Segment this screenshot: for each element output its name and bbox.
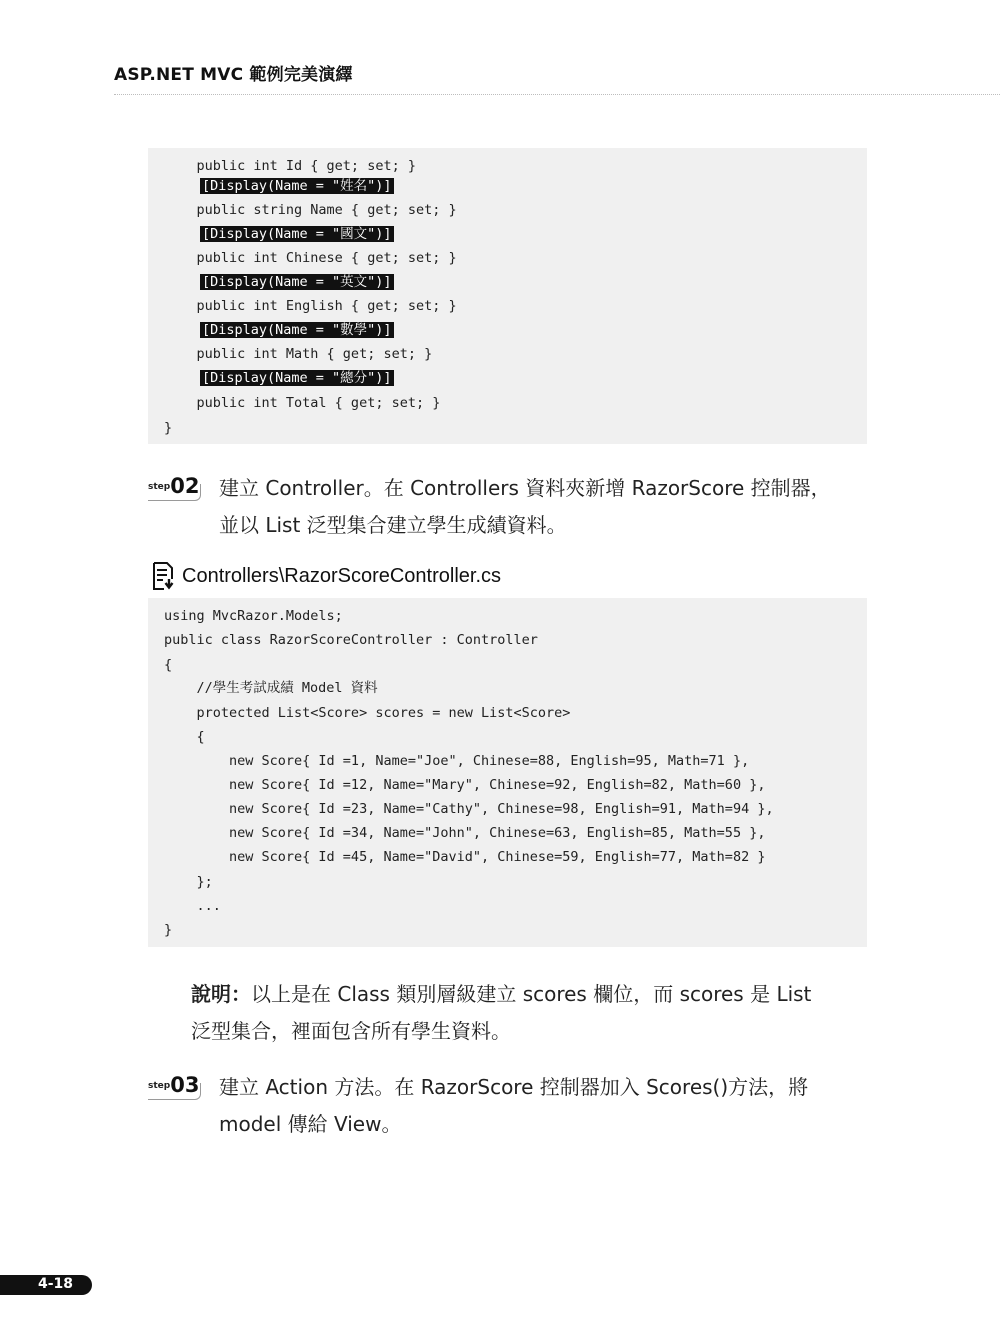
code-line: public int Total { get; set; } xyxy=(164,395,441,411)
page-number: 4-18 xyxy=(38,1276,74,1292)
step-03-marker xyxy=(148,1074,199,1096)
code-line-comment: //學生考試成績 Model 資料 xyxy=(164,680,378,696)
code-line: ... xyxy=(164,898,221,914)
step-02-marker xyxy=(148,475,199,497)
code-line: new Score{ Id =1, Name="Joe", Chinese=88, English=95, Math=71 }, xyxy=(164,753,750,769)
code-line: } xyxy=(164,922,173,938)
code-line-attribute xyxy=(200,272,394,292)
step-03-text-line-2: model 傳給 View。 xyxy=(219,1112,402,1136)
step-number: 02 xyxy=(170,474,200,498)
code-line: new Score{ Id =34, Name="John", Chinese=63, English=85, Math=55 }, xyxy=(164,825,766,841)
step-number: 03 xyxy=(170,1073,200,1097)
code-line: protected List<Score> scores = new List<Score> xyxy=(164,705,571,721)
code-line: new Score{ Id =12, Name="Mary", Chinese=92, English=82, Math=60 }, xyxy=(164,777,766,793)
code-block-controller xyxy=(148,598,867,947)
code-line: public int English { get; set; } xyxy=(164,298,457,314)
code-highlight: [Display(Name = "國文")] xyxy=(202,226,392,242)
code-line: public class RazorScoreController : Controller xyxy=(164,632,538,648)
code-line: public string Name { get; set; } xyxy=(164,202,457,218)
step-label: step xyxy=(148,482,171,492)
code-line: public int Chinese { get; set; } xyxy=(164,250,457,266)
code-line-attribute xyxy=(200,320,394,340)
note-text: 以上是在 Class 類別層級建立 scores 欄位，而 scores 是 List xyxy=(251,982,812,1006)
step-03-text-line-1: 建立 Action 方法。在 RazorScore 控制器加入 Scores()方法，將 xyxy=(219,1075,809,1099)
code-block-model xyxy=(148,148,867,444)
header-divider xyxy=(114,94,1000,95)
code-line: public int Math { get; set; } xyxy=(164,346,433,362)
note-line-1 xyxy=(191,982,811,1006)
code-line: { xyxy=(164,729,205,745)
code-line: }; xyxy=(164,874,213,890)
code-line-attribute xyxy=(200,368,394,388)
step-02-text-line-1: 建立 Controller。在 Controllers 資料夾新增 RazorScore 控制器， xyxy=(219,476,831,500)
code-line: public int Id { get; set; } xyxy=(164,158,416,174)
code-line-attribute xyxy=(200,176,394,196)
code-line: using MvcRazor.Models; xyxy=(164,608,343,624)
running-header-title: ASP.NET MVC 範例完美演繹 xyxy=(114,65,353,85)
step-bracket-decoration xyxy=(148,484,201,501)
step-02-text-line-2: 並以 List 泛型集合建立學生成績資料。 xyxy=(219,513,567,537)
code-file-icon xyxy=(152,562,176,590)
code-highlight: [Display(Name = "姓名")] xyxy=(202,178,392,194)
code-line: new Score{ Id =45, Name="David", Chinese=59, English=77, Math=82 } xyxy=(164,849,766,865)
note-line-2: 泛型集合，裡面包含所有學生資料。 xyxy=(191,1019,511,1043)
code-line: new Score{ Id =23, Name="Cathy", Chinese=98, English=91, Math=94 }, xyxy=(164,801,774,817)
step-bracket-decoration xyxy=(148,1083,201,1100)
code-line: { xyxy=(164,657,173,673)
code-line: } xyxy=(164,420,173,436)
code-highlight: [Display(Name = "英文")] xyxy=(202,274,392,290)
code-highlight: [Display(Name = "總分")] xyxy=(202,370,392,386)
file-path-label: Controllers\RazorScoreController.cs xyxy=(182,565,502,587)
note-label: 說明： xyxy=(191,982,251,1006)
code-line-attribute xyxy=(200,224,394,244)
code-highlight: [Display(Name = "數學")] xyxy=(202,322,392,338)
step-label: step xyxy=(148,1081,171,1091)
